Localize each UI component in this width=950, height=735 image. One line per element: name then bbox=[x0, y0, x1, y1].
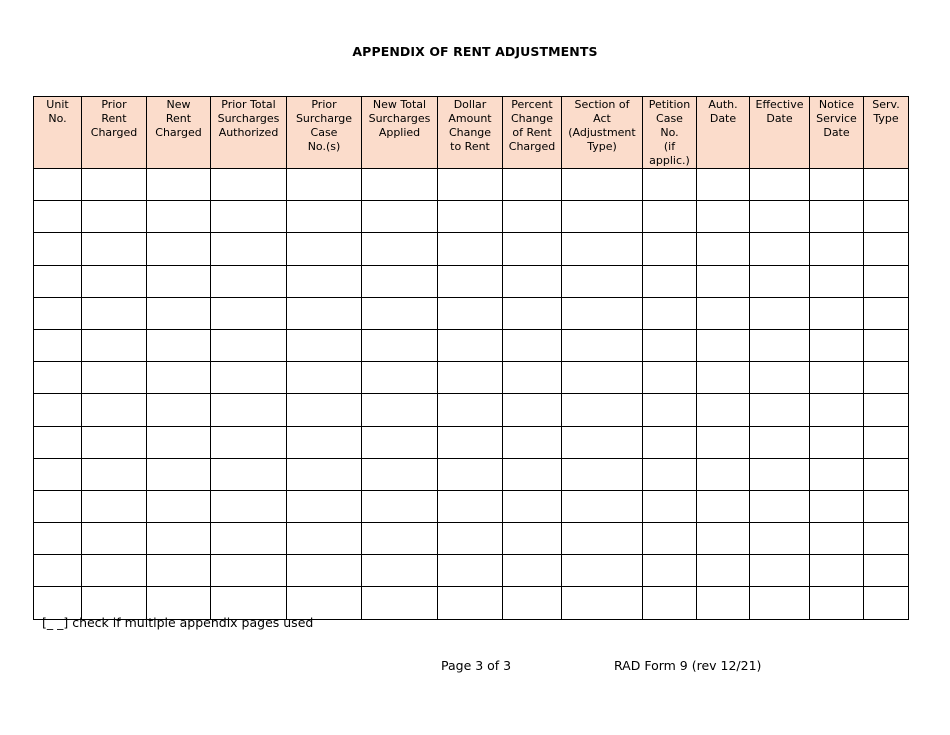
table-cell[interactable] bbox=[503, 394, 562, 426]
table-cell[interactable] bbox=[34, 169, 82, 201]
table-cell[interactable] bbox=[34, 523, 82, 555]
table-cell[interactable] bbox=[34, 490, 82, 522]
table-cell[interactable] bbox=[82, 458, 147, 490]
table-cell[interactable] bbox=[438, 169, 503, 201]
table-cell[interactable] bbox=[697, 490, 750, 522]
table-cell[interactable] bbox=[362, 426, 438, 458]
table-cell[interactable] bbox=[643, 329, 697, 361]
table-cell[interactable] bbox=[810, 233, 864, 265]
table-cell[interactable] bbox=[287, 265, 362, 297]
table-cell[interactable] bbox=[82, 169, 147, 201]
table-cell[interactable] bbox=[82, 523, 147, 555]
table-cell[interactable] bbox=[362, 201, 438, 233]
table-cell[interactable] bbox=[750, 201, 810, 233]
table-cell[interactable] bbox=[562, 394, 643, 426]
table-cell[interactable] bbox=[643, 394, 697, 426]
table-cell[interactable] bbox=[503, 297, 562, 329]
table-cell[interactable] bbox=[697, 394, 750, 426]
table-cell[interactable] bbox=[864, 458, 909, 490]
col-new-total-surcharges: New Total Surcharges Applied bbox=[362, 97, 438, 169]
table-cell[interactable] bbox=[82, 490, 147, 522]
table-cell[interactable] bbox=[503, 587, 562, 619]
table-cell[interactable] bbox=[864, 329, 909, 361]
table-cell[interactable] bbox=[287, 555, 362, 587]
table-cell[interactable] bbox=[438, 394, 503, 426]
table-cell[interactable] bbox=[643, 490, 697, 522]
table-cell[interactable] bbox=[750, 587, 810, 619]
table-cell[interactable] bbox=[147, 555, 211, 587]
table-cell[interactable] bbox=[864, 426, 909, 458]
table-cell[interactable] bbox=[362, 458, 438, 490]
table-cell[interactable] bbox=[287, 394, 362, 426]
table-cell[interactable] bbox=[82, 329, 147, 361]
table-cell[interactable] bbox=[287, 426, 362, 458]
table-cell[interactable] bbox=[810, 201, 864, 233]
table-cell[interactable] bbox=[697, 233, 750, 265]
table-cell[interactable] bbox=[697, 169, 750, 201]
table-cell[interactable] bbox=[362, 169, 438, 201]
col-serv-type: Serv. Type bbox=[864, 97, 909, 169]
table-cell[interactable] bbox=[438, 329, 503, 361]
table-cell[interactable] bbox=[810, 169, 864, 201]
table-cell[interactable] bbox=[697, 297, 750, 329]
col-dollar-amount-change: Dollar Amount Change to Rent bbox=[438, 97, 503, 169]
table-cell[interactable] bbox=[864, 555, 909, 587]
table-cell[interactable] bbox=[750, 523, 810, 555]
form-identifier: RAD Form 9 (rev 12/21) bbox=[614, 658, 762, 673]
col-percent-change: Percent Change of Rent Charged bbox=[503, 97, 562, 169]
table-cell[interactable] bbox=[750, 233, 810, 265]
table-cell[interactable] bbox=[287, 490, 362, 522]
rent-adjustments-table bbox=[33, 96, 909, 620]
table-cell[interactable] bbox=[864, 490, 909, 522]
table-cell[interactable] bbox=[864, 297, 909, 329]
table-cell[interactable] bbox=[147, 523, 211, 555]
table-cell[interactable] bbox=[810, 555, 864, 587]
table-row bbox=[34, 233, 909, 265]
table-cell[interactable] bbox=[438, 362, 503, 394]
table-cell[interactable] bbox=[287, 169, 362, 201]
table-cell[interactable] bbox=[82, 426, 147, 458]
table-cell[interactable] bbox=[864, 233, 909, 265]
table-cell[interactable] bbox=[147, 426, 211, 458]
table-cell[interactable] bbox=[810, 297, 864, 329]
table-cell[interactable] bbox=[643, 362, 697, 394]
table-cell[interactable] bbox=[438, 201, 503, 233]
table-cell[interactable] bbox=[287, 523, 362, 555]
table-cell[interactable] bbox=[562, 458, 643, 490]
table-cell[interactable] bbox=[697, 265, 750, 297]
table-cell[interactable] bbox=[362, 362, 438, 394]
table-cell[interactable] bbox=[34, 329, 82, 361]
table-cell[interactable] bbox=[362, 523, 438, 555]
table-cell[interactable] bbox=[211, 233, 287, 265]
table-cell[interactable] bbox=[503, 265, 562, 297]
table-cell[interactable] bbox=[503, 329, 562, 361]
table-cell[interactable] bbox=[362, 555, 438, 587]
table-cell[interactable] bbox=[864, 362, 909, 394]
table-cell[interactable] bbox=[643, 587, 697, 619]
table-cell[interactable] bbox=[211, 169, 287, 201]
table-cell[interactable] bbox=[34, 201, 82, 233]
table-cell[interactable] bbox=[697, 201, 750, 233]
table-cell[interactable] bbox=[503, 233, 562, 265]
table-cell[interactable] bbox=[562, 362, 643, 394]
table-row bbox=[34, 490, 909, 522]
table-cell[interactable] bbox=[697, 329, 750, 361]
table-row bbox=[34, 169, 909, 201]
table-cell[interactable] bbox=[562, 329, 643, 361]
table-cell[interactable] bbox=[697, 555, 750, 587]
table-cell[interactable] bbox=[211, 555, 287, 587]
col-prior-total-surcharges: Prior Total Surcharges Authorized bbox=[211, 97, 287, 169]
table-row bbox=[34, 265, 909, 297]
table-cell[interactable] bbox=[750, 555, 810, 587]
table-cell[interactable] bbox=[211, 458, 287, 490]
table-cell[interactable] bbox=[82, 555, 147, 587]
table-cell[interactable] bbox=[147, 201, 211, 233]
col-prior-surcharge-case: Prior Surcharge Case No.(s) bbox=[287, 97, 362, 169]
table-cell[interactable] bbox=[750, 362, 810, 394]
table-cell[interactable] bbox=[34, 265, 82, 297]
table-cell[interactable] bbox=[750, 297, 810, 329]
table-cell[interactable] bbox=[562, 169, 643, 201]
table-cell[interactable] bbox=[643, 201, 697, 233]
table-cell[interactable] bbox=[810, 426, 864, 458]
col-unit-no: Unit No. bbox=[34, 97, 82, 169]
table-cell[interactable] bbox=[34, 458, 82, 490]
table-cell[interactable] bbox=[211, 201, 287, 233]
col-new-rent-charged: New Rent Charged bbox=[147, 97, 211, 169]
col-section-of-act: Section of Act (Adjustment Type) bbox=[562, 97, 643, 169]
table-cell[interactable] bbox=[750, 490, 810, 522]
table-cell[interactable] bbox=[211, 329, 287, 361]
table-cell[interactable] bbox=[643, 426, 697, 458]
table-cell[interactable] bbox=[750, 394, 810, 426]
table-cell[interactable] bbox=[810, 265, 864, 297]
table-body bbox=[34, 169, 909, 620]
table-cell[interactable] bbox=[34, 233, 82, 265]
table-cell[interactable] bbox=[362, 265, 438, 297]
table-cell[interactable] bbox=[211, 394, 287, 426]
table-cell[interactable] bbox=[503, 201, 562, 233]
table-cell[interactable] bbox=[697, 362, 750, 394]
table-cell[interactable] bbox=[147, 490, 211, 522]
table-cell[interactable] bbox=[438, 458, 503, 490]
table-cell[interactable] bbox=[697, 587, 750, 619]
table-cell[interactable] bbox=[362, 233, 438, 265]
table-row bbox=[34, 201, 909, 233]
table-cell[interactable] bbox=[287, 233, 362, 265]
table-cell[interactable] bbox=[211, 490, 287, 522]
table-cell[interactable] bbox=[750, 458, 810, 490]
table-cell[interactable] bbox=[147, 362, 211, 394]
table-cell[interactable] bbox=[562, 523, 643, 555]
table-cell[interactable] bbox=[643, 523, 697, 555]
table-cell[interactable] bbox=[750, 426, 810, 458]
table-cell[interactable] bbox=[864, 394, 909, 426]
table-cell[interactable] bbox=[147, 233, 211, 265]
table-row bbox=[34, 555, 909, 587]
table-cell[interactable] bbox=[643, 169, 697, 201]
table-cell[interactable] bbox=[438, 587, 503, 619]
table-cell[interactable] bbox=[503, 523, 562, 555]
table-cell[interactable] bbox=[34, 362, 82, 394]
table-cell[interactable] bbox=[438, 555, 503, 587]
table-cell[interactable] bbox=[34, 297, 82, 329]
table-cell[interactable] bbox=[211, 265, 287, 297]
table-cell[interactable] bbox=[810, 458, 864, 490]
page-number: Page 3 of 3 bbox=[441, 658, 512, 673]
table-cell[interactable] bbox=[82, 362, 147, 394]
table-cell[interactable] bbox=[438, 297, 503, 329]
table-cell[interactable] bbox=[697, 523, 750, 555]
table-cell[interactable] bbox=[287, 458, 362, 490]
table-cell[interactable] bbox=[810, 362, 864, 394]
table-cell[interactable] bbox=[503, 555, 562, 587]
table-row bbox=[34, 297, 909, 329]
table-cell[interactable] bbox=[503, 458, 562, 490]
table-cell[interactable] bbox=[287, 362, 362, 394]
table-cell[interactable] bbox=[147, 297, 211, 329]
table-cell[interactable] bbox=[211, 523, 287, 555]
table-cell[interactable] bbox=[147, 329, 211, 361]
table-cell[interactable] bbox=[438, 265, 503, 297]
table-cell[interactable] bbox=[643, 555, 697, 587]
table-cell[interactable] bbox=[362, 297, 438, 329]
table-cell[interactable] bbox=[438, 426, 503, 458]
table-row bbox=[34, 394, 909, 426]
table-cell[interactable] bbox=[82, 233, 147, 265]
col-petition-case-no: Petition Case No. (if applic.) bbox=[643, 97, 697, 169]
table-row bbox=[34, 362, 909, 394]
col-auth-date: Auth. Date bbox=[697, 97, 750, 169]
table-cell[interactable] bbox=[34, 426, 82, 458]
table-cell[interactable] bbox=[864, 265, 909, 297]
col-notice-service-date: Notice Service Date bbox=[810, 97, 864, 169]
table-cell[interactable] bbox=[864, 169, 909, 201]
page-title: APPENDIX OF RENT ADJUSTMENTS bbox=[352, 44, 598, 59]
table-cell[interactable] bbox=[211, 297, 287, 329]
table-cell[interactable] bbox=[362, 587, 438, 619]
table-cell[interactable] bbox=[287, 297, 362, 329]
table-cell[interactable] bbox=[810, 394, 864, 426]
header-row bbox=[34, 97, 909, 169]
multiple-pages-check-note: [_ _] check if multiple appendix pages used bbox=[42, 615, 314, 630]
table-cell[interactable] bbox=[562, 201, 643, 233]
table-cell[interactable] bbox=[438, 233, 503, 265]
table-cell[interactable] bbox=[697, 458, 750, 490]
table-cell[interactable] bbox=[562, 297, 643, 329]
col-prior-rent-charged: Prior Rent Charged bbox=[82, 97, 147, 169]
table-cell[interactable] bbox=[864, 201, 909, 233]
table-cell[interactable] bbox=[562, 265, 643, 297]
table-cell[interactable] bbox=[362, 394, 438, 426]
table-cell[interactable] bbox=[562, 587, 643, 619]
table-cell[interactable] bbox=[864, 587, 909, 619]
table-cell[interactable] bbox=[438, 523, 503, 555]
table-cell[interactable] bbox=[750, 265, 810, 297]
table-cell[interactable] bbox=[503, 362, 562, 394]
table-row bbox=[34, 426, 909, 458]
table-cell[interactable] bbox=[287, 329, 362, 361]
table-cell[interactable] bbox=[147, 458, 211, 490]
table-cell[interactable] bbox=[147, 394, 211, 426]
table-cell[interactable] bbox=[562, 233, 643, 265]
table-row bbox=[34, 458, 909, 490]
table-cell[interactable] bbox=[643, 233, 697, 265]
table-cell[interactable] bbox=[503, 169, 562, 201]
table-cell[interactable] bbox=[643, 458, 697, 490]
table-cell[interactable] bbox=[503, 490, 562, 522]
table-cell[interactable] bbox=[34, 394, 82, 426]
table-cell[interactable] bbox=[82, 265, 147, 297]
table-cell[interactable] bbox=[562, 555, 643, 587]
col-effective-date: Effective Date bbox=[750, 97, 810, 169]
table-cell[interactable] bbox=[810, 587, 864, 619]
table-cell[interactable] bbox=[562, 426, 643, 458]
table-cell[interactable] bbox=[82, 297, 147, 329]
table-cell[interactable] bbox=[34, 555, 82, 587]
table-cell[interactable] bbox=[643, 297, 697, 329]
table-cell[interactable] bbox=[362, 490, 438, 522]
table-cell[interactable] bbox=[438, 490, 503, 522]
table-cell[interactable] bbox=[810, 523, 864, 555]
table-cell[interactable] bbox=[643, 265, 697, 297]
table-cell[interactable] bbox=[211, 362, 287, 394]
table-cell[interactable] bbox=[287, 201, 362, 233]
table-cell[interactable] bbox=[750, 329, 810, 361]
table-cell[interactable] bbox=[82, 394, 147, 426]
table-cell[interactable] bbox=[362, 329, 438, 361]
table-cell[interactable] bbox=[147, 265, 211, 297]
table-cell[interactable] bbox=[697, 426, 750, 458]
table-cell[interactable] bbox=[810, 329, 864, 361]
table-cell[interactable] bbox=[503, 426, 562, 458]
table-cell[interactable] bbox=[562, 490, 643, 522]
table-cell[interactable] bbox=[82, 201, 147, 233]
table-cell[interactable] bbox=[864, 523, 909, 555]
table-row bbox=[34, 523, 909, 555]
table-cell[interactable] bbox=[147, 169, 211, 201]
table-cell[interactable] bbox=[750, 169, 810, 201]
table-row bbox=[34, 329, 909, 361]
table-cell[interactable] bbox=[810, 490, 864, 522]
table-cell[interactable] bbox=[211, 426, 287, 458]
